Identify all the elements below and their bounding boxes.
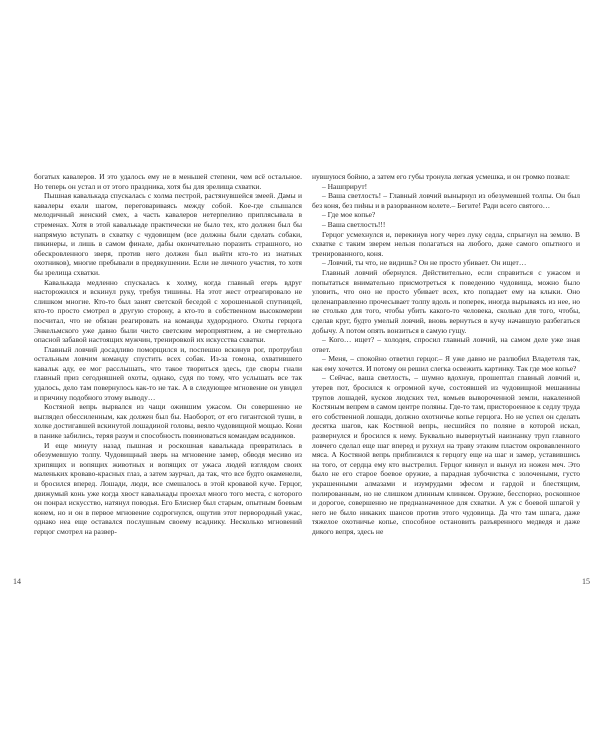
dialogue-line: – Ловчий, ты что, не видишь? Он не просто убивает. Он ищет… [322,258,527,268]
dialogue-line: – Ваша светлость!!! [322,219,386,229]
paragraph: Главный ловчий досадливо поморщился и, поспешно вскинув рог, протрубил остальным ловчим команду спустить всех собак. Из-за гомона, охватившего кавальк аду, ее мог расслышать, что такое твориться здесь, где своры гнали главный приз сегодняшней охоты, однако, судя по тому, что услышать все так удалось, дело там повернулось как-то не так. А в следующее мгновение он увидел и причину подобного этому выводу… [34,344,302,402]
paragraph: нувшуюся бойню, а затем его губы тронула легкая усмешка, и он громко позвал: [312,172,570,181]
dialogue-line: – Где мое копье? [322,210,376,220]
dialogue-line: – Кого… ищет? – холодея, спросил главный ловчий, на самом деле уже зная ответ. [312,335,580,354]
dialogue-line: – Нашприрут! [322,181,368,191]
right-page [312,172,580,537]
paragraph: Кавалькада медленно спускалась к холму, когда главный егерь вдруг насторожился и вскинул руку, требуя тишины. На этот жест отреагировало не слишком многие. Кто-то был занят светской беседой с хорошенькой спутницей, кто-то просто смотрел в другую сторону, а кто-то в собственном высокомерии посчитал, что не обязан реагировать на команды худородного. Охоты герцога Энкельмского уже давно были чисто светским мероприятием, а не смертельно опасной забавой настоящих мужчин, тренировкой их искусства схватки. [34,277,302,345]
paragraph: Герцог усмехнулся и, перекинув ногу через луку седла, спрыгнул на землю. В схватке с таким зверем нельзя полагаться на любого, даже самого опытного и тренированного, коня. [312,229,580,258]
paragraph: – Сейчас, ваша светлость, – шумно вдохнув, прошептал главный ловчий и, утерев пот, бросился к огромной куче, состоявшей из чудовищной мешанины трупов лошадей, кусков людских тел, комьев вывороченной земли, накаленной Костяным вепрем в самом центре поляны. Где-то там, пристороенное к седлу труда его собственной лошади, должно охотничье копье герцога. Но не успел он сделать десятка шагов, как Костяной вепрь, несшийся по поляне в которой искал, развернулся и бросился к нему. Буквально вывернутый наизнанку труп главного ловчего сделал еще шаг вперед и рухнул на траву этаким пластом окровавленного мяса. А Костяной вепрь приблизился к герцогу еще на шаг и замер, уставившись на того, от сердца ему кто выстрелил. Герцог кивнул и вынул из ножен меч. Это было не его старое боевое оружие, а парадная зубочистка с золочеными, густо украшенными алмазами и изумрудами эфесом и гардой и блестящим, полированным, но не слишком длинным клинком. Оружие, бесспорно, роскошное и дорогое, совершенно не предназначенное для схватки. А уж с боевой шпагой у него не было никаких шансов против этого чудовища. Да что там шпага, даже тяжелое охотничье копье, способное остановить разъяренного медведя и даже дикого вепря, здесь не [312,373,580,536]
paragraph: богатых кавалеров. И это удалось ему не в меньшей степени, чем всё остальное. Но теперь он устал и от этого праздника, хотя бы для зрелища схватки. [34,172,302,191]
paragraph: Костяной вепрь вырвался из чащи ожившим ужасом. Он совершенно не выглядел обессиленным, как должен был бы. Наоборот, от его гигантской туши, в холке достигавшей вскинутой лошадиной головы, веяло чудовищной мощью. Кони в панике забились, теряя разум и способность повиноваться командам всадников. [34,402,302,441]
paragraph: Пышная кавалькада спускалась с холма пестрой, растянувшейся змеей. Дамы и кавалеры ехали шагом, переговариваясь между собой. Кое-где слышался мелодичный женский смех, а часть кавалеров нетерпеливо приплясывала в стременах. Хотя в этой кавалькаде практически не было тех, кто должен был бы напрямую вступать в схватку с чудовищем (все должны были сделать собаки, пикинеры, и лишь в самом финале, дабы окончательно поразить страшного, но обескровленного зверя, против него должен был выйти кто-то из знатных охотников), многие пребывали в предвкушении. Если не личного участия, то хотя бы зрелища схватки. [34,191,302,277]
paragraph: И еще минуту назад пышная и роскошная кавалькада превратилась в обезумевшую толпу. Чудовищный зверь на мгновение замер, обводя месиво из хрипящих и вопящих животных и вопящих от ужаса людей взглядом своих маленьких кроваво-красных глаз, а затем заурчал, да так, что все будто окаменели, и бросился вперед. Лошади, люди, все смешалось в этой кровавой куче. Герцог, движумый конь уже когда хвост кавалькады проехал много того места, с которого он понрал искусство, натянул поводья. Его Блиснер был старым, опытным боевым конем, но и он в первое мгновение содрогнулся, ощутив этот первородный ужас, однако неа еще оставался послушным своему всаднику. Несколько мгновений герцог смотрел на развер- [34,440,302,536]
dialogue-line: – Ваша светлость! – Главный ловчий вынырнул из обезумевшей толпы. Он был без коня, без пиłны и в разорванном колете.– Бегите! Ради всего святого… [312,191,580,210]
dialogue-line: – Меня, – спокойно ответил герцог.– Я уже давно не разлюбил Владетеля так, как ему хочется. И потому он решил слегка освежить картинку. Так где мое копье? [312,354,580,373]
paragraph: Главный ловчий обернулся. Действительно, если справиться с ужасом и попытаться внимательно присмотреться к поведению чудовища, можно было уловить, что оно не просто убивает всех, кто попадает ему на клыки. Оно целенаправленно прочесывает толпу вдоль и поперек, иногда вырываясь из нее, но не столько для того, чтобы убить какого-то человека, сколько для того, чтобы, сделав круг, будто умелый ловчий, вновь вернуться в кучу начавшую разбегаться добычу. А потом опять вонзиться в самую гущу. [312,267,580,335]
left-page [34,172,302,537]
page-number-right: 15 [582,577,590,586]
page-number-left: 14 [13,577,21,586]
